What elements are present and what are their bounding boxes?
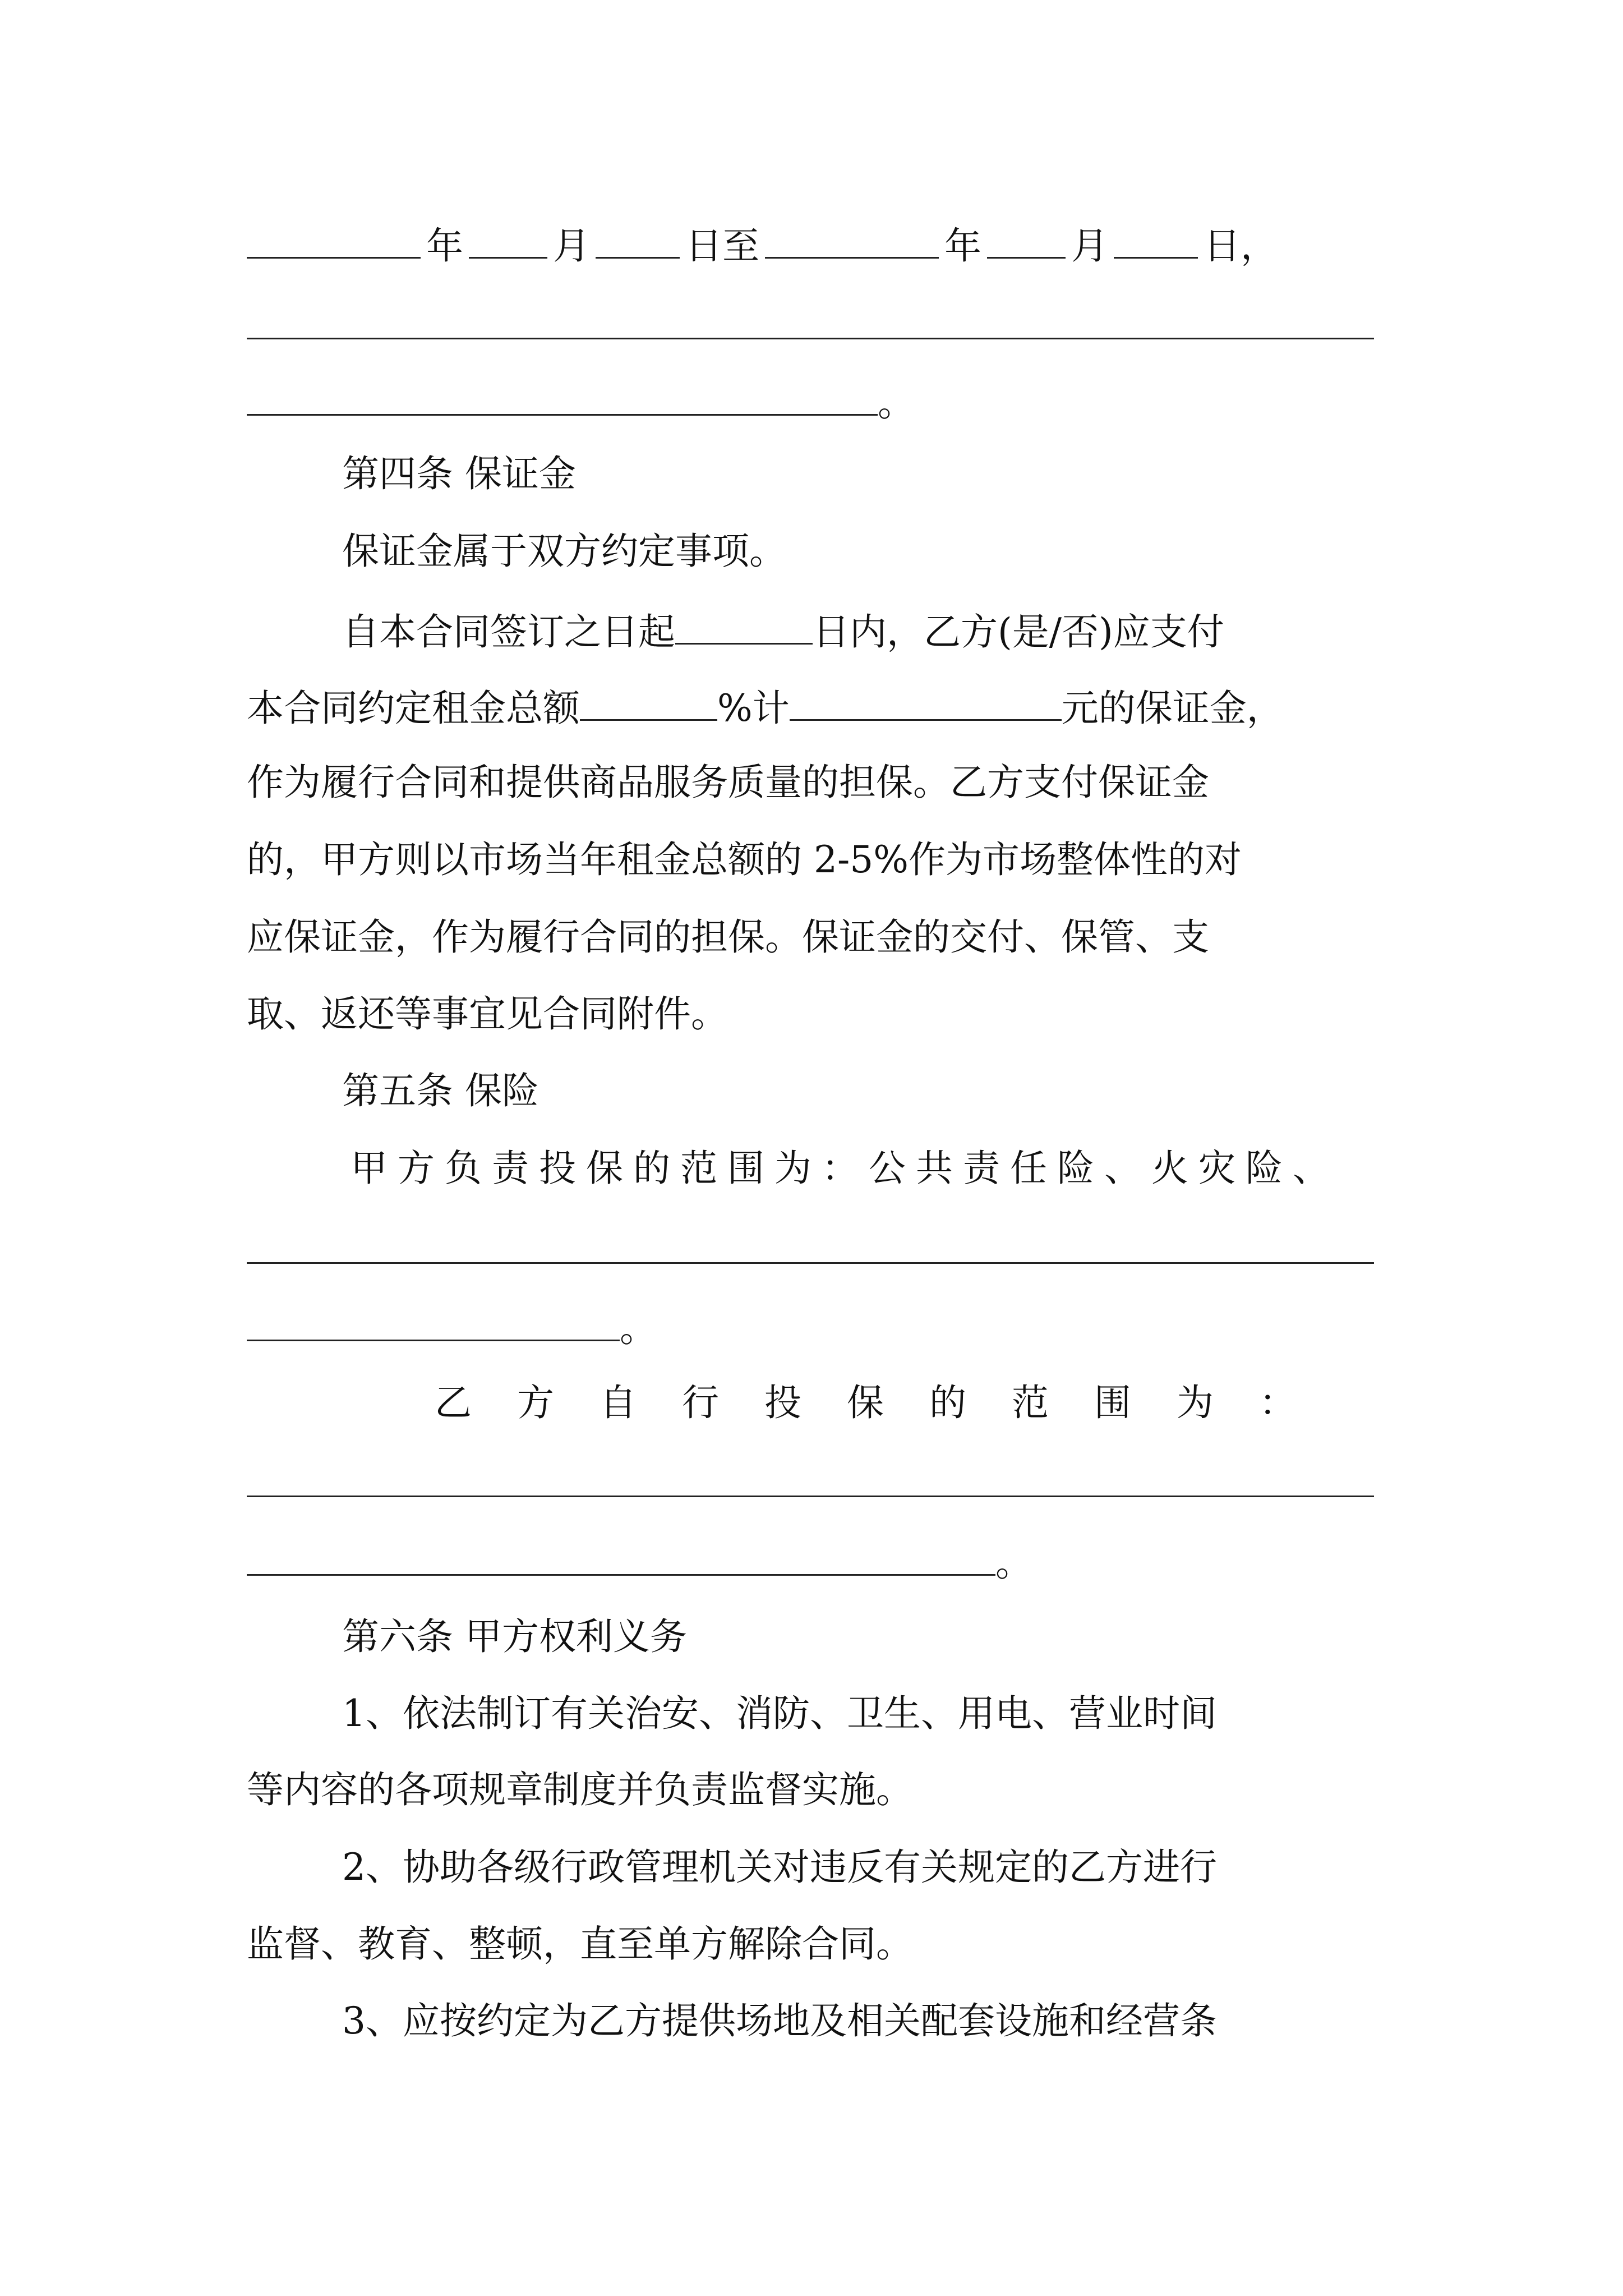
month-blank-2[interactable] — [987, 224, 1066, 259]
p2-text-b: 日内，乙方(是/否)应支付 — [813, 610, 1224, 654]
insurance-a-end: 。 — [620, 1307, 657, 1350]
article-4-p3 — [247, 687, 1284, 730]
p2-text-a: 自本合同签订之日起 — [342, 610, 675, 654]
article-5-title: 第五条 保险 — [342, 1069, 539, 1112]
month-blank-1[interactable] — [469, 224, 547, 259]
year-label-2: 年 — [944, 224, 981, 268]
p3-text-b: %计 — [717, 687, 790, 730]
insurance-a-blank[interactable] — [247, 1307, 620, 1341]
insurance-b-blank[interactable] — [247, 1542, 995, 1576]
date-range-line — [247, 224, 1278, 268]
article-6-item-1b: 等内容的各项规章制度并负责监督实施。 — [247, 1768, 913, 1811]
amount-blank[interactable] — [790, 687, 1062, 721]
article-4-p4: 作为履行合同和提供商品服务质量的担保。乙方支付保证金 — [247, 761, 1209, 804]
insurance-a-rule[interactable] — [247, 1262, 1374, 1264]
article-6-item-1a: 1、依法制订有关治安、消防、卫生、用电、营业时间 — [342, 1692, 1217, 1735]
article-4-p2 — [342, 610, 1224, 654]
percent-blank[interactable] — [580, 687, 717, 721]
article-4-p1: 保证金属于双方约定事项。 — [342, 530, 786, 573]
article-4-p5: 的，甲方则以市场当年租金总额的 2-5%作为市场整体性的对 — [247, 838, 1242, 881]
article-4-p7: 取、返还等事宜见合同附件。 — [247, 992, 728, 1036]
article-4-title: 第四条 保证金 — [342, 452, 576, 495]
month-label-1: 月 — [553, 224, 590, 268]
insurance-b-end: 。 — [995, 1542, 1032, 1585]
day-label-2: 日， — [1204, 224, 1278, 268]
period-blank[interactable] — [247, 381, 878, 416]
article-4-p6: 应保证金，作为履行合同的担保。保证金的交付、保管、支 — [247, 915, 1209, 959]
p3-text-c: 元的保证金， — [1061, 687, 1284, 730]
article-6-item-2a: 2、协助各级行政管理机关对违反有关规定的乙方进行 — [342, 1846, 1217, 1889]
day-to-label: 日至 — [685, 224, 759, 268]
day-blank-2[interactable] — [1114, 224, 1198, 259]
day-blank-1[interactable] — [596, 224, 680, 259]
article-5-p2: 乙方自行投保的范围为： — [435, 1381, 1341, 1424]
year-blank-2[interactable] — [765, 224, 939, 259]
days-blank[interactable] — [675, 610, 813, 645]
fill-in-rule[interactable] — [247, 338, 1374, 339]
insurance-a-fill-line — [247, 1307, 657, 1350]
period-fill-line — [247, 381, 915, 425]
article-6-title: 第六条 甲方权利义务 — [342, 1615, 687, 1658]
year-label-1: 年 — [426, 224, 463, 268]
article-6-item-3a: 3、应按约定为乙方提供场地及相关配套设施和经营条 — [342, 1999, 1217, 2042]
year-blank-1[interactable] — [247, 224, 421, 259]
article-5-p1: 甲方负责投保的范围为：公共责任险、火灾险、 — [351, 1147, 1340, 1190]
p3-text-a: 本合同约定租金总额 — [247, 687, 580, 730]
month-label-2: 月 — [1071, 224, 1108, 268]
insurance-b-fill-line — [247, 1542, 1032, 1585]
article-6-item-2b: 监督、教育、整顿，直至单方解除合同。 — [247, 1922, 913, 1966]
insurance-b-rule[interactable] — [247, 1496, 1374, 1497]
period-end: 。 — [878, 381, 915, 425]
